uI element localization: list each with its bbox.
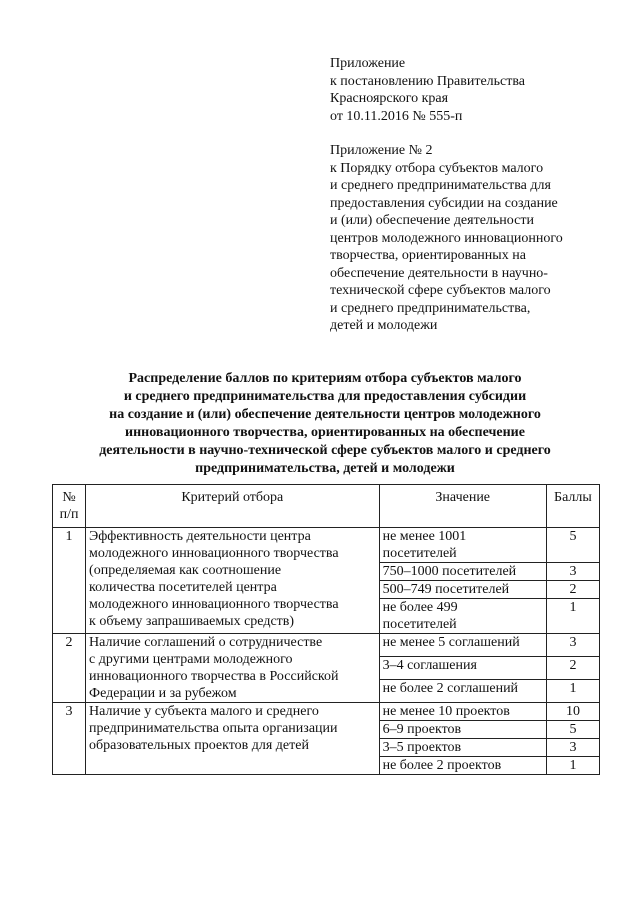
header-number-line: п/п <box>59 507 79 522</box>
criterion-line: предпринимательства опыта организации <box>89 721 338 736</box>
appendix-line: детей и молодежи <box>330 318 438 333</box>
header-number-line: № <box>62 490 76 505</box>
table-body <box>53 528 600 775</box>
criterion-line: Наличие у субъекта малого и среднего <box>89 704 319 719</box>
value-cell <box>379 563 546 581</box>
header-value: Значение <box>379 485 546 528</box>
title-line: инновационного творчества, ориентированных на обеспечение <box>125 425 525 440</box>
value-line: не более 2 соглашений <box>382 681 519 696</box>
value-cell <box>379 721 546 739</box>
appendix-line: предоставления субсидии на создание <box>330 195 558 211</box>
appendix-line: и среднего предпринимательства, <box>330 300 531 316</box>
value-cell <box>379 680 546 703</box>
points-cell: 1 <box>546 680 599 703</box>
criterion-line: (определяемая как соотношение <box>89 563 282 578</box>
value-cell <box>379 634 546 657</box>
criterion-line: с другими центрами молодежного <box>89 652 293 667</box>
criterion-line: образовательных проектов для детей <box>89 738 309 753</box>
value-cell <box>379 657 546 680</box>
value-cell <box>379 528 546 563</box>
value-line: не менее 5 соглашений <box>382 635 520 650</box>
value-cell <box>379 739 546 757</box>
appendix-line: Красноярского края <box>330 91 449 106</box>
criterion-line: Федерации и за рубежом <box>89 686 237 701</box>
value-line: не более 499 <box>382 600 458 615</box>
criterion-line: инновационного творчества в Российской <box>89 669 339 684</box>
criterion-cell <box>86 528 380 634</box>
title-line: деятельности в научно-технической сфере субъектов малого и среднего <box>99 443 551 458</box>
criterion-cell <box>86 703 380 775</box>
value-line: 750–1000 посетителей <box>382 564 517 579</box>
value-line: 3–5 проектов <box>382 740 462 755</box>
header-number <box>53 485 86 528</box>
appendix-line: к постановлению Правительства <box>330 73 526 89</box>
row-number: 3 <box>53 703 86 775</box>
value-line: не более 2 проектов <box>382 758 502 773</box>
criterion-line: Эффективность деятельности центра <box>89 529 311 544</box>
points-cell: 10 <box>546 703 599 721</box>
title-line: на создание и (или) обеспечение деятельности центров молодежного <box>109 407 541 422</box>
table-row <box>53 528 600 563</box>
value-line: 6–9 проектов <box>382 722 462 737</box>
row-number: 2 <box>53 634 86 703</box>
points-cell: 5 <box>546 528 599 563</box>
appendix-line: обеспечение деятельности в научно- <box>330 265 548 281</box>
criteria-table <box>52 484 600 775</box>
value-cell <box>379 581 546 599</box>
criterion-cell <box>86 634 380 703</box>
table-row <box>53 634 600 657</box>
points-cell: 3 <box>546 563 599 581</box>
title-line: и среднего предпринимательства для предоставления субсидии <box>123 389 527 404</box>
value-line: 500–749 посетителей <box>382 582 510 597</box>
value-line: посетителей <box>382 546 457 561</box>
appendix-procedure-reference <box>330 142 630 335</box>
table-row <box>53 703 600 721</box>
criterion-line: молодежного инновационного творчества <box>89 546 339 561</box>
points-cell: 3 <box>546 739 599 757</box>
appendix-header <box>330 55 630 335</box>
points-cell: 3 <box>546 634 599 657</box>
spacer <box>330 125 630 142</box>
appendix-line: к Порядку отбора субъектов малого <box>330 160 544 176</box>
appendix-line: центров молодежного инновационного <box>330 230 563 246</box>
criterion-line: молодежного инновационного творчества <box>89 597 339 612</box>
value-line: не менее 1001 <box>382 529 467 544</box>
value-cell <box>379 757 546 775</box>
appendix-line: и среднего предпринимательства для <box>330 178 551 193</box>
points-cell: 5 <box>546 721 599 739</box>
row-number: 1 <box>53 528 86 634</box>
appendix-resolution-reference <box>330 55 630 125</box>
criterion-line: Наличие соглашений о сотрудничестве <box>89 635 323 650</box>
criterion-line: к объему запрашиваемых средств) <box>89 614 295 629</box>
value-line: 3–4 соглашения <box>382 658 477 673</box>
table-header-row <box>53 485 600 528</box>
value-line: посетителей <box>382 617 457 632</box>
header-criterion: Критерий отбора <box>86 485 380 528</box>
appendix-line: и (или) обеспечение деятельности <box>330 213 534 228</box>
value-line: не менее 10 проектов <box>382 704 510 719</box>
criterion-line: количества посетителей центра <box>89 580 277 595</box>
value-cell <box>379 703 546 721</box>
points-cell: 2 <box>546 581 599 599</box>
points-cell: 1 <box>546 599 599 634</box>
appendix-line: Приложение № 2 <box>330 143 433 158</box>
value-cell <box>379 599 546 634</box>
appendix-line: творчества, ориентированных на <box>330 248 526 263</box>
appendix-line: технической сфере субъектов малого <box>330 283 551 298</box>
appendix-line: Приложение <box>330 56 406 71</box>
header-points: Баллы <box>546 485 599 528</box>
title-line: предпринимательства, детей и молодежи <box>195 461 455 476</box>
appendix-line: от 10.11.2016 № 555-п <box>330 108 463 124</box>
title-line: Распределение баллов по критериям отбора субъектов малого <box>128 371 522 386</box>
points-cell: 1 <box>546 757 599 775</box>
document-title <box>40 370 610 478</box>
points-cell: 2 <box>546 657 599 680</box>
